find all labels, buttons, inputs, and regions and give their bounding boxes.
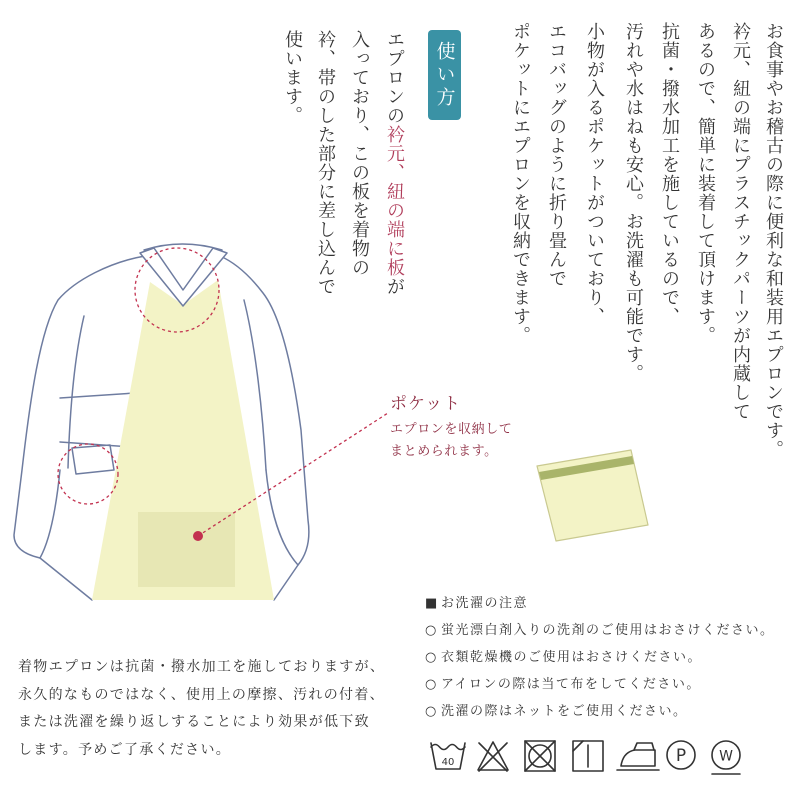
- disclaimer-line: 永久的なものではなく、使用上の摩擦、汚れの付着、: [18, 686, 385, 703]
- disclaimer-line: します。予めご了承ください。: [18, 741, 232, 758]
- usage-line: [383, 30, 405, 296]
- pocket-callout-line: エプロンを収納して: [390, 422, 513, 437]
- disclaimer-line: または洗濯を繰り返しすることにより効果が低下致: [18, 714, 370, 730]
- disclaimer: [18, 654, 385, 764]
- usage-line-text: エプロンの: [384, 30, 405, 125]
- intro-line: エコバッグのように折り畳んで: [546, 22, 567, 288]
- bullet-marker: ○: [425, 704, 437, 719]
- professional-dry-clean-p-icon: [667, 741, 695, 769]
- intro-line: 汚れや水はねも安心。お洗濯も可能です。: [623, 22, 644, 383]
- care-item: [425, 617, 775, 644]
- pocket-callout: [390, 393, 512, 463]
- wet-clean-letter: W: [719, 748, 733, 765]
- dry-clean-letter: P: [675, 746, 687, 766]
- washing-notes-heading: [425, 590, 775, 617]
- care-item-text: アイロンの際は当て布をしてください。: [441, 677, 701, 692]
- care-item: [425, 698, 775, 725]
- bullet-marker: ○: [425, 650, 437, 665]
- care-item: [425, 671, 775, 698]
- intro-line: 小物が入るポケットがついており、: [584, 22, 605, 326]
- usage-line: 衿、帯のした部分に差し込んで: [315, 30, 336, 296]
- care-symbols: [431, 741, 740, 774]
- intro-line: あるので、簡単に装着して頂けます。: [695, 22, 716, 345]
- heading-marker: ■: [425, 596, 438, 611]
- pocket-marker-dot: [193, 531, 203, 541]
- washing-notes: [425, 590, 775, 725]
- folded-apron-illustration: [537, 450, 648, 541]
- usage-line-text: が: [384, 277, 405, 296]
- iron-with-cloth-icon: [617, 743, 659, 770]
- apron-pocket: [138, 512, 235, 587]
- no-bleach-icon: [478, 742, 508, 771]
- care-item: [425, 644, 775, 671]
- wash-tub-40-icon: [431, 743, 465, 769]
- bullet-marker: ○: [425, 623, 437, 638]
- washing-notes-title: お洗濯の注意: [441, 596, 529, 611]
- usage-line: 入っており、この板を着物の: [349, 30, 370, 277]
- bullet-marker: ○: [425, 677, 437, 692]
- usage-badge: [428, 30, 461, 120]
- pocket-callout-line: まとめられます。: [390, 444, 498, 459]
- care-item-text: 蛍光漂白剤入りの洗剤のご使用はおさけください。: [441, 623, 775, 638]
- intro-line: ポケットにエプロンを収納できます。: [510, 22, 531, 345]
- line-dry-shade-icon: [573, 741, 603, 771]
- intro-line: お食事やお稽古の際に便利な和装用エプロンです。: [763, 22, 784, 459]
- usage-highlight-text: 衿元、紐の端に板: [384, 125, 405, 277]
- intro-line: 抗菌・撥水加工を施しているので、: [659, 22, 680, 326]
- wash-temperature-label: 40: [441, 757, 455, 768]
- intro-line: 衿元、紐の端にプラスチックパーツが内蔵して: [730, 22, 751, 421]
- usage-line: 使います。: [282, 30, 303, 125]
- professional-wet-clean-w-icon: [712, 741, 740, 774]
- disclaimer-line: 着物エプロンは抗菌・撥水加工を施しておりますが、: [18, 659, 386, 675]
- usage-badge-label: 使い方: [433, 40, 456, 110]
- no-tumble-dry-icon: [525, 741, 555, 771]
- pocket-callout-title: ポケット: [390, 394, 462, 414]
- collar-back-line: [144, 244, 222, 250]
- care-item-text: 衣類乾燥機のご使用はおさけください。: [441, 650, 703, 665]
- care-item-text: 洗濯の際はネットをご使用ください。: [441, 704, 688, 719]
